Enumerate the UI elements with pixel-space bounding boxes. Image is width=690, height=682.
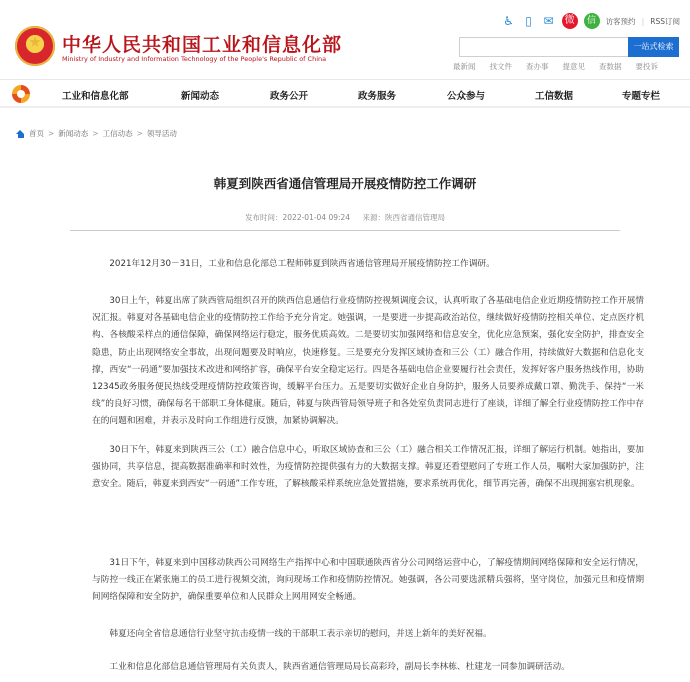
quick-link-feedback[interactable]: 提意见 [562, 62, 585, 71]
top-utility-bar [502, 12, 680, 30]
nav-item-government-affairs[interactable]: 政务公开 [270, 91, 309, 102]
wechat-icon[interactable]: 信 [584, 13, 600, 29]
mobile-icon[interactable]: ▯ [525, 14, 532, 28]
nav-item-special-topics[interactable]: 专题专栏 [622, 91, 661, 102]
site-name[interactable]: 中华人民共和国工业和信息化部 [62, 34, 343, 56]
rss-link[interactable]: RSS订阅 [650, 16, 680, 26]
title-divider [70, 230, 620, 231]
quick-link-services[interactable]: 查办事 [526, 62, 549, 71]
visitor-booking-link[interactable]: 访客预约 [605, 16, 636, 26]
article-paragraph: 2021年12月30－31日，工业和信息化部总工程师韩夏到陕西省通信管理局开展疫情防控工作调研。 [109, 259, 495, 269]
nav-logo-icon [12, 85, 30, 103]
nav-item-data[interactable]: 工信数据 [535, 91, 574, 102]
breadcrumb [16, 128, 177, 139]
quick-link-data[interactable]: 查数据 [599, 62, 622, 71]
national-emblem-icon[interactable] [15, 26, 55, 66]
breadcrumb-leader-activities[interactable]: 领导活动 [146, 129, 177, 138]
nav-item-ministry[interactable]: 工业和信息化部 [62, 91, 129, 102]
breadcrumb-miit-news[interactable]: 工信动态 [102, 129, 133, 138]
top-separator: | [641, 16, 645, 26]
nav-item-public-participation[interactable]: 公众参与 [447, 91, 486, 102]
breadcrumb-home[interactable]: 首页 [29, 129, 44, 138]
quick-link-files[interactable]: 找文件 [489, 62, 512, 71]
article-paragraph: 工业和信息化部信息通信管理局有关负责人，陕西省通信管理局局长高彩玲，副局长李林栋、杜建龙一同参加调研活动。 [109, 662, 570, 672]
search-input[interactable] [459, 37, 629, 57]
mail-icon[interactable]: ✉ [543, 14, 554, 28]
article-paragraph: 31日下午，韩夏来到中国移动陕西公司网络生产指挥中心和中国联通陕西省分公司网络运营中心，了解疫情期间网络保障和安全运行情况，与防控一线正在紧张施工的员工进行视频交流，询问现场工作和疫情防控情况。她强调，各公司要选派精兵强将，坚守岗位，加强元旦和疫情期间网络保障和安全防护，确保重要单位和人民群众上网用网安全畅通。 [92, 558, 644, 603]
publish-time: 发布时间：2022-01-04 09:24 [245, 213, 351, 222]
quick-links [453, 61, 658, 72]
breadcrumb-news[interactable]: 新闻动态 [58, 129, 89, 138]
breadcrumb-separator: > [92, 129, 99, 138]
article-paragraph: 30日上午，韩夏出席了陕西管局组织召开的陕西信息通信行业疫情防控视频调度会议，认真听取了各基础电信企业近期疫情防控工作开展情况汇报。韩夏对各基础电信企业的疫情防控工作给予充分肯定。她强调，一是要进一步提高政治站位，继续做好疫情防控相关单位、定点医疗机构、各核酸采样点的通信保障，确保网络运行稳定，服务优质高效。二是要切实加强网络和信息安全，优化应急预案，强化安全防护，排查安全隐患，防止出现网络安全事故，出现问题要及时响应，快速修复。三是要充分发挥区域协查和三公（工）融合作用，持续做好大数据和信息化支撑，西安“一码通”要加强技术改进和网络扩容，确保平台安全稳定运行。四是各基础电信企业要履行社会责任，发挥好客户服务热线作用，协助12345政务服务便民热线受理疫情防控政策咨询，缓解平台压力。五是要切实做好企业自身防护，服务人员要养成戴口罩、勤洗手、保持“一米线”的良好习惯，确保每名干部职工身体健康。随后，韩夏与陕西管局领导班子和各处室负责同志进行了座谈，详细了解全行业疫情防控工作中存在的问题和困难，并表示及时向工作组进行反馈，加紧协调解决。 [92, 296, 644, 427]
main-nav [0, 79, 690, 108]
article-paragraph: 30日下午，韩夏来到陕西三公（工）融合信息中心，听取区域协查和三公（工）融合相关工作情况汇报，详细了解运行机制。她指出，要加强协同，共享信息，提高数据准确率和时效性，为疫情防控提供强有力的大数据支撑。韩夏还看望慰问了专班工作人员，嘱咐大家加强防护，注意安全。随后，韩夏来到西安“一码通”工作专班，了解核酸采样系统应急处置措施，要求系统再优化，细节再完善，确保不出现拥塞宕机现象。 [92, 445, 644, 490]
site-name-en: Ministry of Industry and Information Technology of the People's Republic of China [62, 55, 327, 63]
article-paragraph: 韩夏还向全省信息通信行业坚守抗击疫情一线的干部职工表示亲切的慰问，并送上新年的美好祝福。 [109, 629, 492, 639]
search-button[interactable]: 一站式检索 [628, 37, 679, 57]
article-title: 韩夏到陕西省通信管理局开展疫情防控工作调研 [213, 176, 477, 191]
nav-item-government-services[interactable]: 政务服务 [358, 91, 397, 102]
article-source: 来源：陕西省通信管理局 [362, 213, 445, 222]
nav-item-news[interactable]: 新闻动态 [181, 91, 220, 102]
breadcrumb-separator: > [48, 129, 55, 138]
accessibility-icon[interactable]: ♿ [503, 14, 514, 28]
home-icon[interactable] [16, 130, 25, 138]
quick-link-news[interactable]: 最新闻 [453, 62, 476, 71]
breadcrumb-separator: > [136, 129, 143, 138]
site-header [0, 0, 690, 78]
quick-link-complaint[interactable]: 要投诉 [635, 62, 658, 71]
article-meta [0, 212, 690, 223]
weibo-icon[interactable]: 微 [562, 13, 578, 29]
